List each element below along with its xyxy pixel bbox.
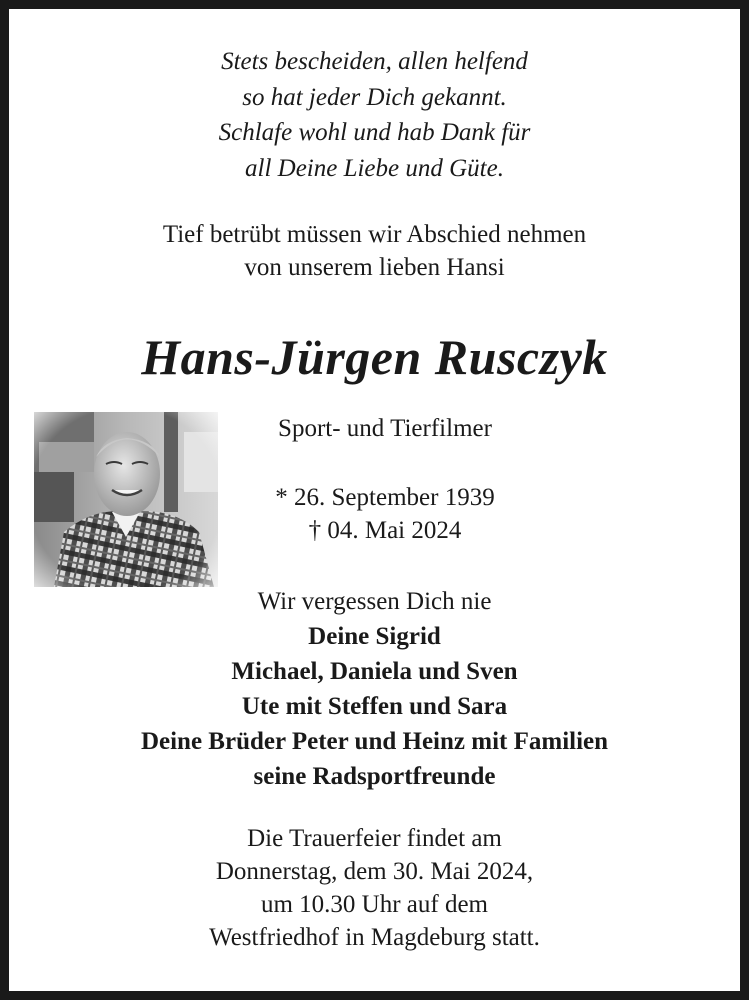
service-line: Die Trauerfeier findet am — [247, 825, 502, 852]
intro-line: von unserem lieben Hansi — [244, 254, 505, 281]
poem-line: Schlafe wohl und hab Dank für — [218, 119, 531, 146]
memorial-poem — [9, 44, 740, 186]
profession-block — [220, 412, 550, 445]
service-line: Westfriedhof in Magdeburg statt. — [209, 924, 540, 951]
mourner: Deine Brüder Peter und Heinz mit Familien — [140, 728, 609, 755]
portrait-photo — [34, 412, 218, 587]
profession-text: Sport- und Tierfilmer — [278, 415, 492, 442]
service-line: um 10.30 Uhr auf dem — [260, 891, 489, 918]
funeral-service-info — [9, 822, 740, 954]
birth-date: * 26. September 1939 — [275, 484, 495, 511]
portrait-image — [34, 412, 218, 587]
closing-line: Wir vergessen Dich nie — [257, 588, 492, 615]
service-line: Donnerstag, dem 30. Mai 2024, — [215, 858, 534, 885]
mourner: seine Radsportfreunde — [253, 763, 496, 790]
mourner: Ute mit Steffen und Sara — [241, 693, 508, 720]
poem-line: Stets bescheiden, allen helfend — [221, 48, 528, 75]
intro-line: Tief betrübt müssen wir Abschied nehmen — [162, 221, 587, 248]
deceased-name: Hans-Jürgen Rusczyk — [141, 329, 608, 385]
mourners-list — [9, 584, 740, 794]
announcement-intro — [9, 218, 740, 284]
poem-line: all Deine Liebe und Güte. — [245, 154, 504, 182]
life-dates — [220, 481, 550, 547]
mourner: Deine Sigrid — [308, 623, 441, 650]
mourner: Michael, Daniela und Sven — [231, 658, 518, 685]
poem-line: so hat jeder Dich gekannt. — [242, 83, 507, 111]
death-date: † 04. Mai 2024 — [308, 517, 462, 544]
